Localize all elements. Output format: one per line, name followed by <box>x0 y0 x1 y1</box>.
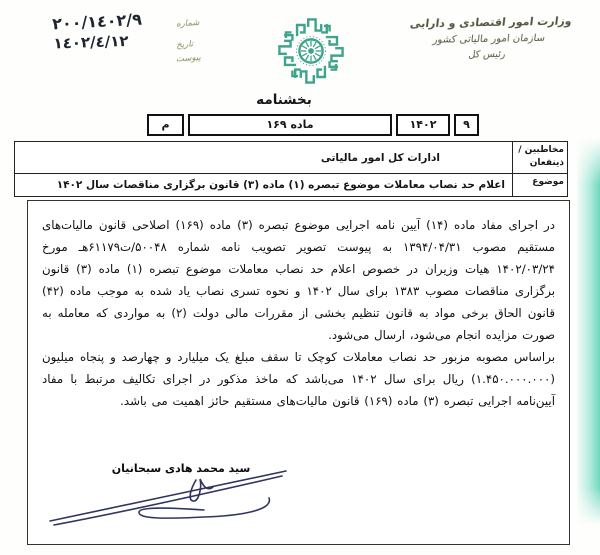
number-label: شماره <box>175 17 200 30</box>
body-paragraph-2: براساس مصوبه مزبور حد نصاب معاملات کوچک تا سقف مبلغ یک میلیارد و چهارصد و پنجاه میلیون (۱.۴۵۰.۰۰۰.۰۰۰) ریال برای سال ۱۴۰۲ می‌باشد که ماخذ مذکور در اجرای تکالیف مرتبط با مفاد آیین‌نامه اجرایی تبصره (۳) ماده (۱۶۹) قانون مالیات‌های مستقیم حائز اهمیت می باشد. <box>42 350 556 408</box>
scan-edge-strip <box>577 138 600 525</box>
tax-administration-emblem-icon <box>272 11 350 91</box>
classification-year-box: ۱۴۰۲ <box>396 114 450 136</box>
classification-strip <box>147 114 479 136</box>
body-paragraph-1: در اجرای مفاد ماده (۱۴) آیین نامه اجرایی موضوع تبصره (۳) ماده (۱۶۹) اصلاحی قانون مالیات‌های مستقیم مصوب ۱۳۹۴/۰۴/۳۱ به پیوست تصویر تصویب نامه شماره ۵۰۰۴۸/ت۶۱۱۷۹هـ مورخ ۱۴۰۲/۰۳/۲۴ هیات وزیران در خصوص اعلام حد نصاب معاملات موضوع تبصره (۱) ماده (۳) قانون برگزاری مناقصات مصوب ۱۳۸۳ برای سال ۱۴۰۲ و نحوه تسری نصاب یاد شده به موجب ماده (۴۲) قانون الحاق برخی مواد به قانون تنظیم بخشی از مقررات مالی دولت (۲) به مواردی که معامله به صورت مزایده انجام می‌شود، ارسال می‌شود. <box>42 218 556 342</box>
signer-name: سید محمد هادی سبحانیان <box>111 462 251 475</box>
signer-role: رئیس کل <box>467 48 507 61</box>
document-title: بخشنامه <box>256 92 312 108</box>
number-value: ٢٠٠/١٤٠٢/٩ <box>51 9 143 34</box>
subject-value: اعلام حد نصاب معاملات موضوع تبصره (۱) ماده (۳) قانون برگزاری مناقصات سال ۱۴۰۲ <box>56 179 505 191</box>
table-row-subject <box>15 174 567 196</box>
reference-attachment-row <box>18 53 218 63</box>
classification-serial-box: ۹ <box>454 114 479 136</box>
addressees-value: ادارات کل امور مالیاتی <box>320 151 440 164</box>
ministry-name: وزارت امور اقتصادی و دارایی <box>409 14 573 31</box>
classification-article-box: ماده ۱۶۹ <box>188 114 392 136</box>
reference-date-row <box>18 33 218 51</box>
attachment-label: پیوست <box>175 52 202 65</box>
organization-name: سازمان امور مالیاتی کشور <box>432 33 546 46</box>
subject-label: موضوع <box>512 174 567 196</box>
date-label: تاریخ <box>175 39 194 51</box>
letterhead-header <box>391 14 587 61</box>
addressees-label: مخاطبین / ذینفعان <box>512 142 567 173</box>
reference-block <box>18 9 218 65</box>
handwritten-signature <box>44 458 300 530</box>
meta-table <box>14 141 568 197</box>
table-row-addressees <box>15 142 567 174</box>
reference-number-row <box>18 9 218 34</box>
classification-type-box: م <box>147 114 184 136</box>
date-value: ١٤٠٢/٤/١٢ <box>53 31 129 53</box>
